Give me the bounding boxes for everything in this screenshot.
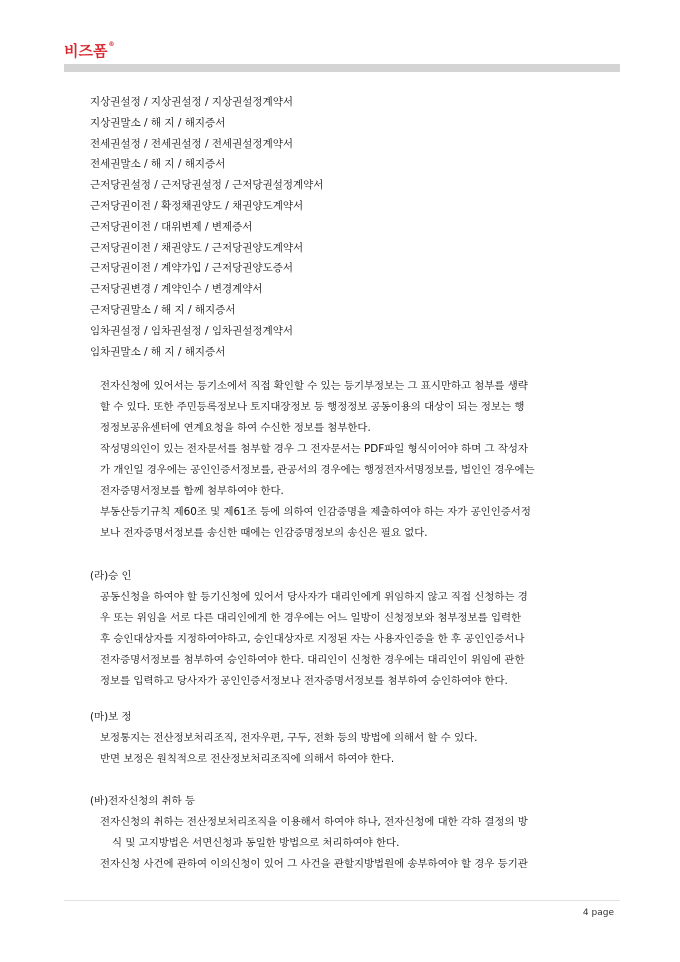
paragraph-line: 정보를 입력하고 당사자가 공인인증서정보나 전자증명서정보를 첨부하여 승인하여야 한다. — [100, 675, 508, 687]
paragraph-line: 가 개인일 경우에는 공인인증서정보를, 관공서의 경우에는 행정전자서명정보를, 법인인 경우에는 — [100, 464, 535, 476]
paragraph-line: 전자증명서정보를 함께 첨부하여야 한다. — [100, 485, 284, 497]
footer-divider — [64, 900, 620, 901]
paragraph-line: 전자신청에 있어서는 등기소에서 직접 확인할 수 있는 등기부정보는 그 표시만하고 첨부를 생략 — [100, 380, 528, 392]
attachment-paragraph — [90, 376, 618, 544]
section-correction — [90, 707, 618, 770]
list-item: 근저당권이전 / 계약가입 / 근저당권양도증서 — [90, 262, 293, 275]
list-item: 근저당권이전 / 확정채권양도 / 채권양도계약서 — [90, 199, 304, 212]
section-title-withdrawal: (바)전자신청의 취하 등 — [90, 795, 196, 807]
list-item: 근저당권설정 / 근저당권설정 / 근저당권설정계약서 — [90, 179, 324, 192]
list-item: 임차권말소 / 해 지 / 해지증서 — [90, 345, 226, 358]
page-header — [0, 0, 680, 80]
list-item: 지상권설정 / 지상권설정 / 지상권설정계약서 — [90, 96, 293, 108]
paragraph-line: 작성명의인이 있는 전자문서를 첨부할 경우 그 전자문서는 PDF파일 형식이어야 하며 그 작성자 — [100, 443, 528, 455]
list-item: 전세권말소 / 해 지 / 해지증서 — [90, 158, 226, 171]
list-item: 전세권설정 / 전세권설정 / 전세권설정계약서 — [90, 137, 293, 150]
paragraph-line: 후 승인대상자를 지정하여야하고, 승인대상자로 지정된 자는 사용자인증을 한 후 공인인증서나 — [100, 633, 525, 645]
list-item: 근저당권이전 / 대위변제 / 변제증서 — [90, 220, 253, 233]
logo-registered-mark: ® — [108, 41, 115, 48]
section-title-approval: (라)승 인 — [90, 570, 132, 582]
paragraph-line: 부동산등기규칙 제60조 및 제61조 등에 의하여 인감증명을 제출하여야 하는 자가 공인인증서정 — [100, 506, 531, 518]
list-item: 근저당권이전 / 채권양도 / 근저당권양도계약서 — [90, 241, 304, 254]
paragraph-line: 전자신청의 취하는 전산정보처리조직을 이용해서 하여야 하나, 전자신청에 대한 각하 결정의 방 — [100, 816, 528, 828]
bizforms-logo — [64, 40, 113, 61]
paragraph-line: 전자증명서정보를 첨부하여 승인하여야 한다. 대리인이 신청한 경우에는 대리인이 위임에 관한 — [100, 654, 525, 666]
paragraph-line: 우 또는 위임을 서로 다른 대리인에게 한 경우에는 어느 일방이 신청정보와 첨부정보를 입력한 — [100, 612, 522, 624]
page-number: 4 page — [582, 908, 614, 918]
paragraph-line: 전자신청 사건에 관하여 이의신청이 있어 그 사건을 관할지방법원에 송부하여야 할 경우 등기관 — [100, 858, 528, 870]
paragraph-line: 할 수 있다. 또한 주민등록정보나 토지대장정보 등 행정정보 공동이용의 대상이 되는 정보는 행 — [100, 401, 525, 413]
section-approval — [90, 566, 618, 692]
paragraph-line: 보나 전자증명서정보를 송신한 때에는 인감증명정보의 송신은 필요 없다. — [100, 527, 428, 539]
list-item: 지상권말소 / 해 지 / 해지증서 — [90, 116, 226, 129]
paragraph-line: 정정보공유센터에 연계요청을 하여 수신한 정보를 첨부한다. — [100, 422, 371, 434]
section-withdrawal — [90, 791, 618, 875]
registration-type-list — [90, 92, 610, 362]
paragraph-line: 식 및 고지방법은 서면신청과 동일한 방법으로 처리하여야 한다. — [112, 837, 400, 849]
logo-text: 비즈폼 — [64, 42, 108, 60]
header-divider-bar — [64, 64, 620, 72]
paragraph-line: 공동신청을 하여야 할 등기신청에 있어서 당사자가 대리인에게 위임하지 않고 직접 신청하는 경 — [100, 591, 528, 603]
list-item: 임차권설정 / 임차권설정 / 임차권설정계약서 — [90, 324, 293, 337]
list-item: 근저당권변경 / 계약인수 / 변경계약서 — [90, 283, 263, 296]
section-title-correction: (마)보 정 — [90, 711, 132, 723]
list-item: 근저당권말소 / 해 지 / 해지증서 — [90, 303, 236, 316]
paragraph-line: 반면 보정은 원칙적으로 전산정보처리조직에 의해서 하여야 한다. — [100, 753, 395, 765]
paragraph-line: 보정통지는 전산정보처리조직, 전자우편, 구두, 전화 등의 방법에 의해서 할 수 있다. — [100, 732, 478, 744]
